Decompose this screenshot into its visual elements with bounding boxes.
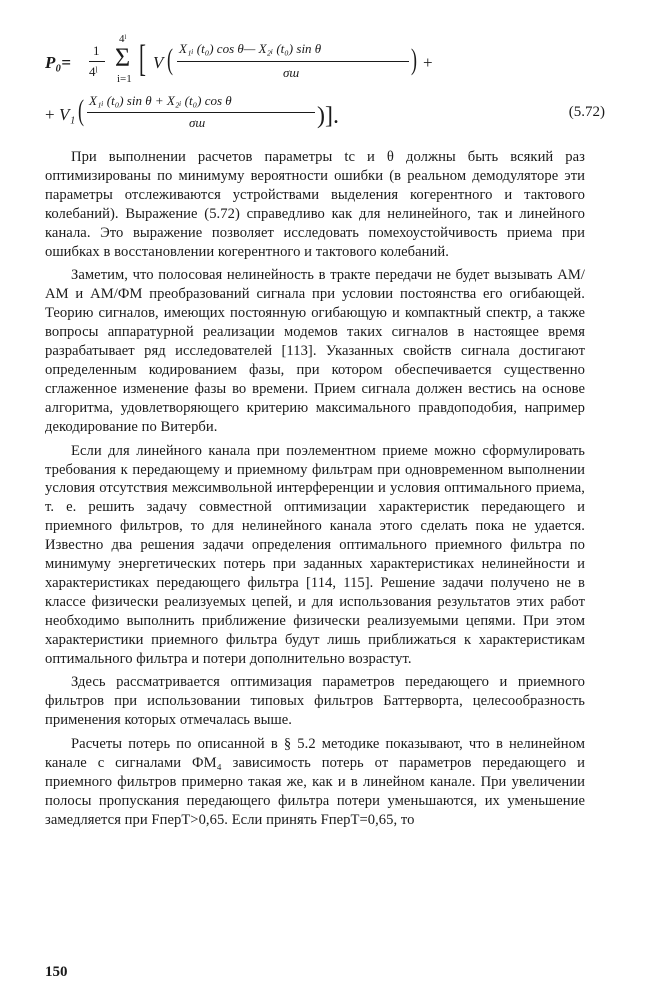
paragraph: Расчеты потерь по описанной в § 5.2 методике показывают, что в нелинейном канале с сигналами ФМ₄ зависимость потерь от параметров передающего и приемного фильтров примерно такая же, как и в линейном канале. При увеличении полосы пропускания передающего фильтра потери уменьшаются, их уменьшение замедляется при FперT>0,65. Если принять FперT=0,65, то [45,736,585,828]
equation-number: (5.72) [568,104,605,120]
function-V: V [153,53,164,72]
fraction-2-bar [87,112,315,113]
formula-closing: )]. [317,103,339,129]
fraction-2-numerator: X₁ᵢ (t₀) sin θ + X₂ᵢ (t₀) cos θ [89,93,232,108]
paragraph: Здесь рассматривается оптимизация параметров передающего и приемного фильтров при использовании типовых фильтров Баттерворта, целесообразность применения которых отмечалась выше. [45,674,585,729]
paren-open-2: ( [78,94,84,127]
big-bracket-open: [ [139,38,146,80]
formula-lhs: P₀= [45,53,71,72]
paragraph: Заметим, что полосовая нелинейность в тракте передачи не будет вызывать АМ/АМ и АМ/ФМ преобразований сигнала при условии постоянства его огибающей. Теорию сигналов, имеющих постоянную огибающую и компактный спектр, а также вопросы аппаратурной реализации модемов таких сигналов в настоящее время разрабатывает ряд исследователей [113]. Указанных свойств сигнала достигают определенным кодированием фазы, при котором обеспечивается существенно сглаженное изменение фазы во времени. Прием сигнала должен вестись на основе алгоритма, удовлетворяющего критерию максимального правдоподобия, например декодирование по Витерби. [45,267,585,435]
sum-lower-limit: i=1 [117,73,132,85]
paragraph: При выполнении расчетов параметры tс и θ должны быть всякий раз оптимизированы по минимуму вероятности ошибки (в реальном демодуляторе эти параметры отслеживаются устройствами выделения когерентного и тактового колебаний). Выражение (5.72) справедливо как для нелинейного, так и линейного канала. Это выражение позволяет исследовать помехоустойчивость приема при ошибках в восстановлении когерентного и тактового колебаний. [45,149,585,260]
sum-upper-limit: 4ˡ [119,33,127,45]
page-number: 150 [45,964,68,980]
fraction-2-denominator: σш [189,115,206,130]
paragraph: Если для линейного канала при поэлементном приеме можно сформулировать требования к передающему и приемному фильтрам при одновременном выполнении условия отсутствия межсимвольной интерференции и условия оптимального приема, т. е. решить задачу совместной оптимизации характеристик передающего и приемного фильтров, то для нелинейного канала этого сделать пока не удается. Известно два решения задачи определения оптимального приемного фильтра по минимуму энергетических потерь при заданных характеристиках нелинейности и характеристиках передающего фильтра [114, 115]. Решение задачи получено не в классе физически реализуемых цепей, и для использования результатов этих работ необходимо выполнить приближение физически реализуемыми цепями. При этом характеристики приемного фильтра будут лишь приближаться к характеристикам оптимального фильтра и потери дополнительно возрастут. [45,442,585,667]
function-V1: V₁ [59,105,76,124]
fraction-1-denominator: σш [283,65,300,80]
plus-sign-2: + [45,105,55,124]
sum-symbol: Σ [115,43,131,72]
fraction-1-bar [177,61,409,62]
fraction-1-numerator: X₁ᵢ (t₀) cos θ— X₂ᵢ (t₀) sin θ [179,41,322,56]
formula-line-2 [45,84,605,136]
paren-close: ) [411,43,417,76]
coef-denominator: 4ˡ [89,64,98,79]
coef-fraction-bar [89,61,105,62]
plus-sign-1: + [423,53,433,72]
paren-open: ( [167,43,173,76]
body-text [45,148,585,835]
coef-numerator: 1 [93,43,100,58]
